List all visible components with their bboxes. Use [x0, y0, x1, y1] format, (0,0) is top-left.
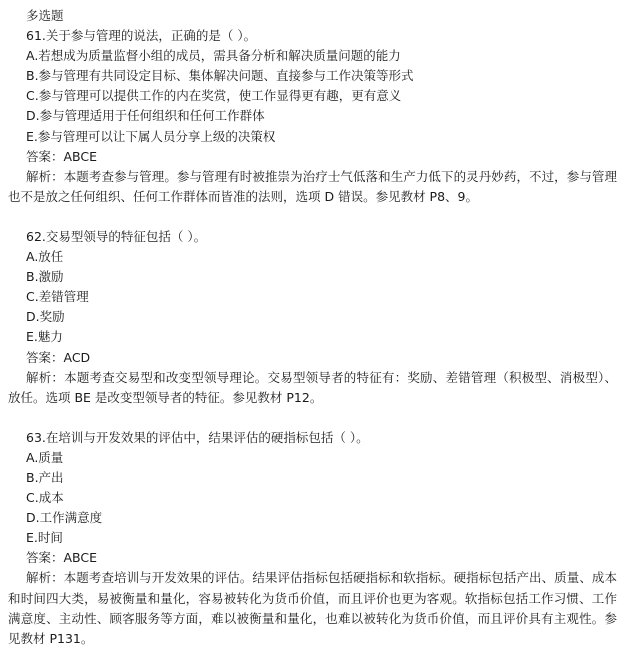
question-stem: 61.关于参与管理的说法，正确的是（ ）。	[26, 28, 257, 44]
section-title: 多选题	[26, 8, 64, 23]
spacer	[8, 207, 617, 227]
answer: 答案：ABCE	[26, 148, 98, 164]
option-c: C.参与管理可以提供工作的内在奖赏，使工作显得更有趣，更有意义	[26, 88, 402, 104]
option-e: E.时间	[26, 530, 63, 546]
question-stem: 62.交易型领导的特征包括（ ）。	[26, 228, 207, 244]
option-d: D.工作满意度	[26, 510, 103, 526]
answer: 答案：ABCE	[26, 550, 98, 566]
analysis: 解析：本题考查交易型和改变型领导理论。交易型领导者的特征有：奖励、差错管理（积极型、消极型）、放任。选项 BE 是改变型领导者的特征。参见教材 P12。	[8, 369, 617, 405]
answer: 答案：ACD	[26, 349, 91, 365]
question-61	[8, 26, 617, 207]
spacer	[8, 408, 617, 428]
option-e: E.魅力	[26, 329, 63, 345]
option-b: B.产出	[26, 469, 64, 485]
question-63	[8, 428, 617, 649]
option-d: D.奖励	[26, 309, 65, 325]
option-d: D.参与管理适用于任何组织和任何工作群体	[26, 108, 265, 124]
option-a: A.质量	[26, 449, 64, 465]
option-e: E.参与管理可以让下属人员分享上级的决策权	[26, 128, 276, 144]
question-62	[8, 227, 617, 408]
option-c: C.差错管理	[26, 289, 89, 305]
option-b: B.参与管理有共同设定目标、集体解决问题、直接参与工作决策等形式	[26, 68, 414, 84]
option-a: A.若想成为质量监督小组的成员，需具备分析和解决质量问题的能力	[26, 48, 401, 64]
option-b: B.激励	[26, 269, 64, 285]
analysis: 解析：本题考查培训与开发效果的评估。结果评估指标包括硬指标和软指标。硬指标包括产出、质量、成本和时间四大类，易被衡量和量化，容易被转化为货币价值，而且评价也更为客观。软指标包括工作习惯、工作满意度、主动性、顾客服务等方面，难以被衡量和量化，也难以被转化为货币价值，而且评价具有主观性。参见教材 P131。	[8, 570, 617, 646]
question-stem: 63.在培训与开发效果的评估中，结果评估的硬指标包括（ ）。	[26, 429, 369, 445]
option-a: A.放任	[26, 249, 64, 265]
option-c: C.成本	[26, 490, 64, 506]
analysis: 解析：本题考查参与管理。参与管理有时被推崇为治疗士气低落和生产力低下的灵丹妙药，不过，参与管理也不是放之任何组织、任何工作群体而皆准的法则，选项 D 错误。参见教材 P8、9。	[8, 168, 617, 204]
